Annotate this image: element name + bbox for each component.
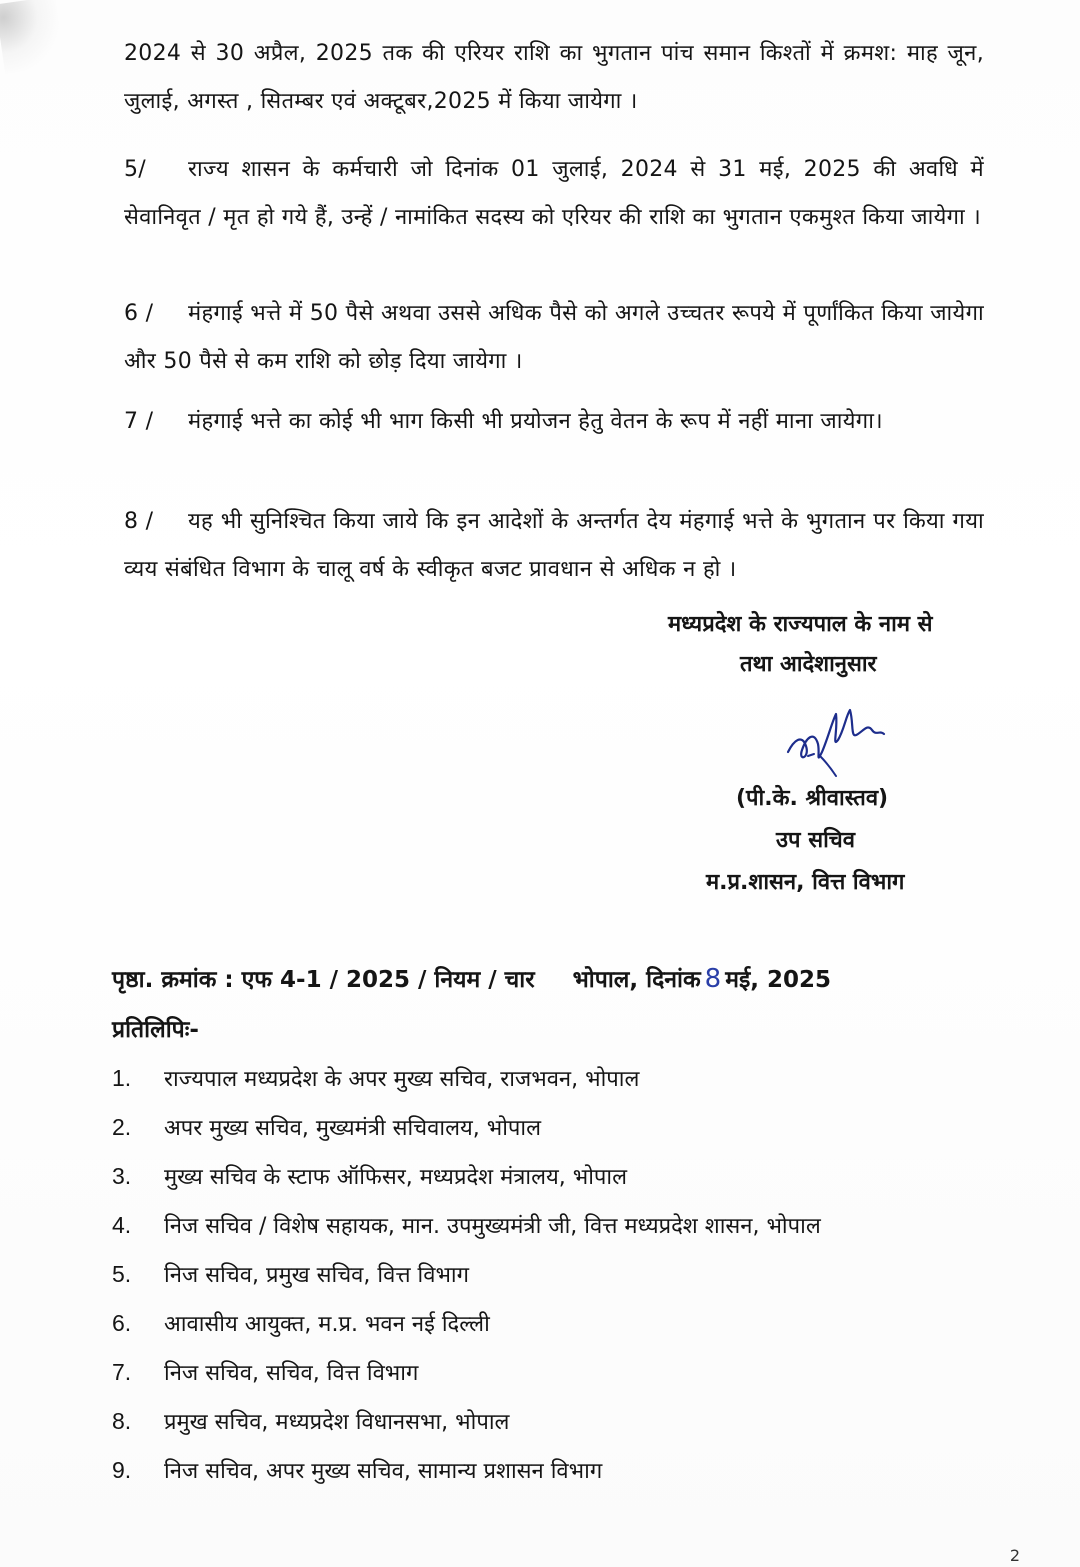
- paragraph-6: [124, 290, 984, 386]
- list-text: अपर मुख्य सचिव, मुख्यमंत्री सचिवालय, भोपाल: [164, 1116, 542, 1141]
- list-text: आवासीय आयुक्त, म.प्र. भवन नई दिल्ली: [164, 1312, 490, 1337]
- list-text: मुख्य सचिव के स्टाफ ऑफिसर, मध्यप्रदेश मंत्रालय, भोपाल: [164, 1165, 628, 1190]
- list-item: [112, 1156, 821, 1205]
- list-item: [112, 1205, 821, 1254]
- paragraph-8: [124, 498, 984, 594]
- list-index: 1.: [112, 1065, 132, 1091]
- paragraph-text: राज्य शासन के कर्मचारी जो दिनांक 01 जुलाई, 2024 से 31 मई, 2025 की अवधि में सेवानिवृत / मृत हो गये हैं, उन्हें / नामांकित सदस्य को एरियर की राशि का भुगतान एकमुश्त किया जायेगा ।: [124, 157, 984, 230]
- list-item: [112, 1254, 821, 1303]
- paragraph-text: मंहगाई भत्ते का कोई भी भाग किसी भी प्रयोजन हेतु वेतन के रूप में नहीं माना जायेगा।: [188, 409, 883, 434]
- list-item: [112, 1352, 821, 1401]
- date-suffix: मई, 2025: [725, 967, 832, 993]
- list-text: निज सचिव / विशेष सहायक, मान. उपमुख्यमंत्री जी, वित्त मध्यप्रदेश शासन, भोपाल: [164, 1214, 821, 1239]
- page-number: 2: [1009, 1546, 1020, 1565]
- list-item: [112, 1107, 821, 1156]
- signature-scribble: [780, 700, 900, 780]
- paragraph-text: मंहगाई भत्ते में 50 पैसे अथवा उससे अधिक पैसे को अगले उच्चतर रूपये में पूर्णांकित किया जायेगा और 50 पैसे से कम राशि को छोड़ दिया जायेगा ।: [124, 301, 984, 374]
- signatory-designation: उप सचिव: [776, 828, 855, 853]
- list-index: 8.: [112, 1408, 132, 1434]
- copy-list: [112, 1058, 821, 1499]
- paragraph-continuation: [124, 30, 984, 126]
- list-text: निज सचिव, अपर मुख्य सचिव, सामान्य प्रशासन विभाग: [164, 1459, 603, 1484]
- paragraph-text: यह भी सुनिश्चित किया जाये कि इन आदेशों के अन्तर्गत देय मंहगाई भत्ते के भुगतान पर किया गया व्यय संबंधित विभाग के चालू वर्ष के स्वीकृत बजट प्रावधान से अधिक न हो ।: [124, 509, 984, 582]
- list-index: 9.: [112, 1457, 132, 1483]
- authority-line-1: मध्यप्रदेश के राज्यपाल के नाम से: [668, 612, 933, 637]
- authority-line-2: तथा आदेशानुसार: [740, 652, 877, 677]
- list-item: [112, 1303, 821, 1352]
- list-item: [112, 1450, 821, 1499]
- reference-line: [112, 962, 831, 994]
- page-edge-shadow: [0, 0, 65, 74]
- list-index: 6.: [112, 1310, 132, 1336]
- paragraph-5: [124, 146, 984, 242]
- copy-heading: प्रतिलिपिः-: [112, 1017, 199, 1043]
- signatory-department: म.प्र.शासन, वित्त विभाग: [706, 870, 905, 895]
- place-date-prefix: भोपाल, दिनांक: [572, 967, 701, 993]
- list-index: 7.: [112, 1359, 132, 1385]
- list-text: निज सचिव, सचिव, वित्त विभाग: [164, 1361, 419, 1386]
- paragraph-number: 5/: [124, 157, 147, 182]
- list-index: 4.: [112, 1212, 132, 1238]
- paragraph-number: 8 /: [124, 509, 154, 534]
- signatory-name: (पी.के. श्रीवास्तव): [736, 786, 889, 811]
- reference-number: पृष्ठा. क्रमांक : एफ 4-1 / 2025 / नियम / चार: [112, 967, 535, 993]
- paragraph-number: 6 /: [124, 301, 154, 326]
- list-item: [112, 1058, 821, 1107]
- paragraph-7: [124, 398, 984, 446]
- list-index: 2.: [112, 1114, 132, 1140]
- list-index: 5.: [112, 1261, 132, 1287]
- list-item: [112, 1401, 821, 1450]
- paragraph-number: 7 /: [124, 409, 154, 434]
- list-text: प्रमुख सचिव, मध्यप्रदेश विधानसभा, भोपाल: [164, 1410, 510, 1435]
- handwritten-day: 8: [704, 964, 722, 994]
- list-text: निज सचिव, प्रमुख सचिव, वित्त विभाग: [164, 1263, 470, 1288]
- list-index: 3.: [112, 1163, 132, 1189]
- paragraph-text: 2024 से 30 अप्रैल, 2025 तक की एरियर राशि का भुगतान पांच समान किश्तों में क्रमश: माह जून, जुलाई, अगस्त , सितम्बर एवं अक्टूबर,2025 में किया जायेगा ।: [124, 41, 984, 114]
- list-text: राज्यपाल मध्यप्रदेश के अपर मुख्य सचिव, राजभवन, भोपाल: [164, 1067, 640, 1092]
